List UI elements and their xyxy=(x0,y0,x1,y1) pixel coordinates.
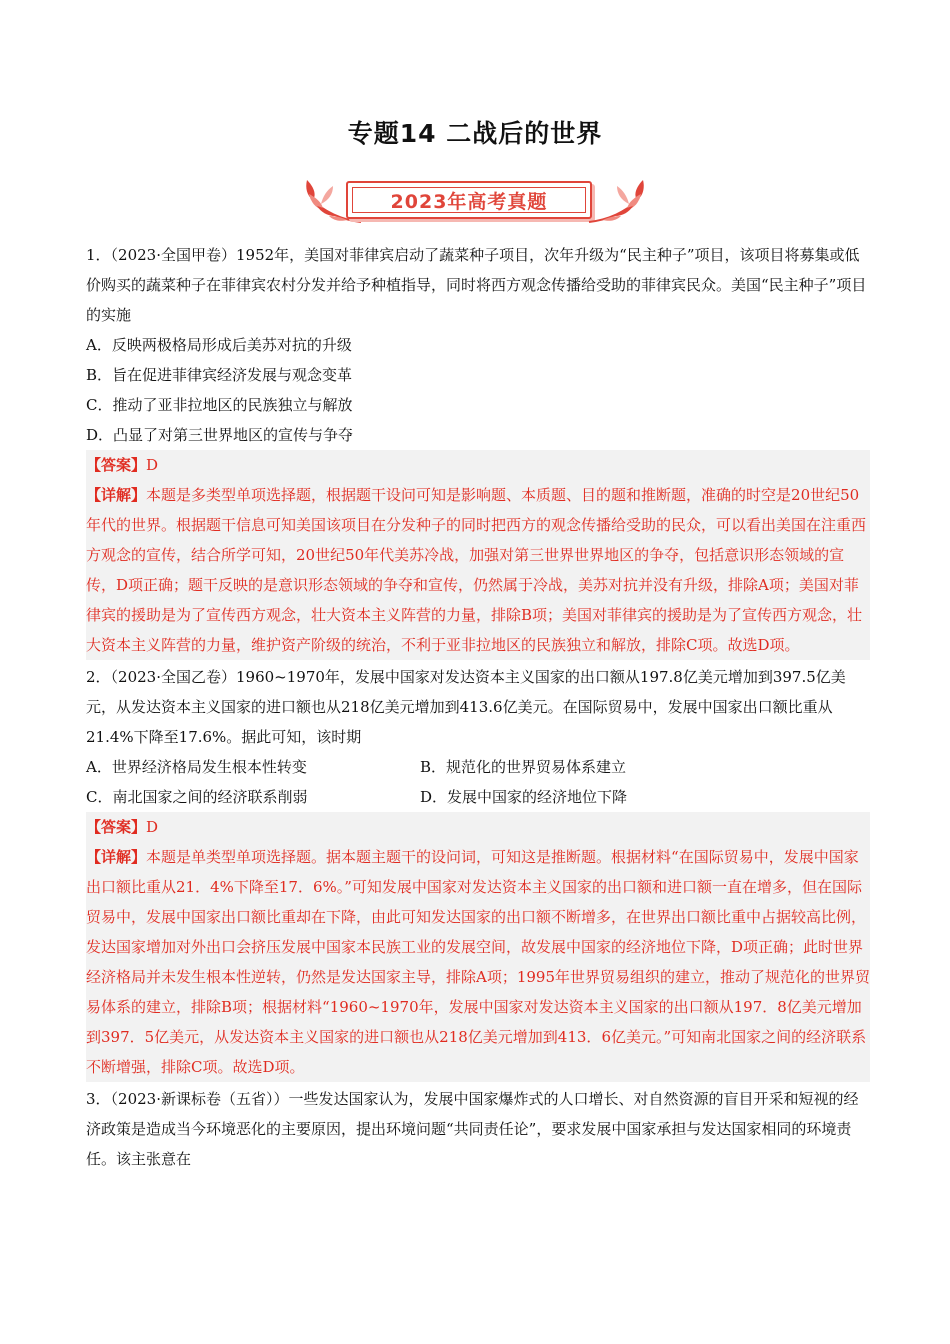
option-d: D．凸显了对第三世界地区的宣传与争夺 xyxy=(86,426,354,444)
detail-text: 本题是多类型单项选择题，根据题干设问可知是影响题、本质题、目的题和推断题，准确的时空是20世纪50年代的世界。根据题干信息可知美国该项目在分发种子的同时把西方的观念传播给受助的民众，可以看出美国在注重西方观念的宣传，结合所学可知，20世纪50年代美苏冷战，加强对第三世界世界地区的争夺，包括意识形态领域的宣传，D项正确；题干反映的是意识形态领域的争夺和宣传，仍然属于冷战，美苏对抗并没有升级，排除A项；美国对菲律宾的援助是为了宣传西方观念，壮大资本主义阵营的力量，排除B项；美国对菲律宾的援助是为了宣传西方观念，壮大资本主义阵营的力量，维护资产阶级的统治，不利于亚非拉地区的民族独立和解放，排除C项。故选D项。 xyxy=(86,486,867,654)
answer-value: D xyxy=(146,456,159,474)
answer-tag: 【答案】 xyxy=(86,818,147,836)
page-title: 专题14 二战后的世界 xyxy=(347,119,603,148)
answer-block xyxy=(86,812,870,1082)
answer-tag: 【答案】 xyxy=(86,456,147,474)
laurel-right-icon xyxy=(587,174,647,230)
detail-tag: 【详解】 xyxy=(86,848,147,866)
question-stem: 1．（2023·全国甲卷）1952年，美国对菲律宾启动了蔬菜种子项目，次年升级为“民主种子”项目，该项目将募集或低价购买的蔬菜种子在菲律宾农村分发并给予种植指导，同时将西方观念传播给受助的菲律宾民众。美国“民主种子”项目的实施 xyxy=(86,246,867,324)
options-row xyxy=(86,752,870,782)
option-b: B．旨在促进菲律宾经济发展与观念变革 xyxy=(86,366,353,384)
question-stem: 2．（2023·全国乙卷）1960~1970年，发展中国家对发达资本主义国家的出口额从197.8亿美元增加到397.5亿美元，从发达资本主义国家的进口额也从218亿美元增加到413.6亿美元。在国际贸易中，发展中国家出口额比重从21.4%下降至17.6%。据此可知，该时期 xyxy=(86,668,846,746)
option-c: C．南北国家之间的经济联系削弱 xyxy=(86,788,308,806)
options-row xyxy=(86,782,870,812)
answer-line xyxy=(86,812,870,842)
option-b: B．规范化的世界贸易体系建立 xyxy=(420,758,627,776)
answer-block xyxy=(86,450,870,660)
option-a: A．世界经济格局发生根本性转变 xyxy=(86,758,307,776)
answer-value: D xyxy=(146,818,159,836)
detail-paragraph xyxy=(86,842,870,1082)
option-c: C．推动了亚非拉地区的民族独立与解放 xyxy=(86,396,353,414)
banner-label: 2023年高考真题 xyxy=(352,187,586,213)
detail-text: 本题是单类型单项选择题。据本题主题干的设问词，可知这是推断题。根据材料“在国际贸易中，发展中国家出口额比重从21．4%下降至17．6%。”可知发展中国家对发达资本主义国家的出口额和进口额一直在增多，但在国际贸易中，发展中国家出口额比重却在下降，由此可知发达国家的出口额不断增多，在世界出口额比重中占据较高比例，发达国家增加对外出口会挤压发展中国家本民族工业的发展空间，故发展中国家的经济地位下降，D项正确；此时世界经济格局并未发生根本性逆转，仍然是发达国家主导，排除A项；1995年世界贸易组织的建立，推动了规范化的世界贸易体系的建立，排除B项；根据材料“1960~1970年，发展中国家对发达资本主义国家的出口额从197．8亿美元增加到397．5亿美元，从发达资本主义国家的进口额也从218亿美元增加到413．6亿美元。”可知南北国家之间的经济联系不断增强，排除C项。故选D项。 xyxy=(86,848,871,1076)
question-list xyxy=(86,240,870,1174)
question-stem: 3．（2023·新课标卷（五省））一些发达国家认为，发展中国家爆炸式的人口增长、对自然资源的盲目开采和短视的经济政策是造成当今环境恶化的主要原因，提出环境问题“共同责任论”，要求发展中国家承担与发达国家相同的环境责任。该主张意在 xyxy=(86,1090,859,1168)
detail-paragraph xyxy=(86,480,870,660)
option-a: A．反映两极格局形成后美苏对抗的升级 xyxy=(86,336,352,354)
answer-line xyxy=(86,450,870,480)
section-banner xyxy=(303,174,647,230)
option-d: D．发展中国家的经济地位下降 xyxy=(420,788,628,806)
banner-box xyxy=(346,181,592,219)
detail-tag: 【详解】 xyxy=(86,486,147,504)
